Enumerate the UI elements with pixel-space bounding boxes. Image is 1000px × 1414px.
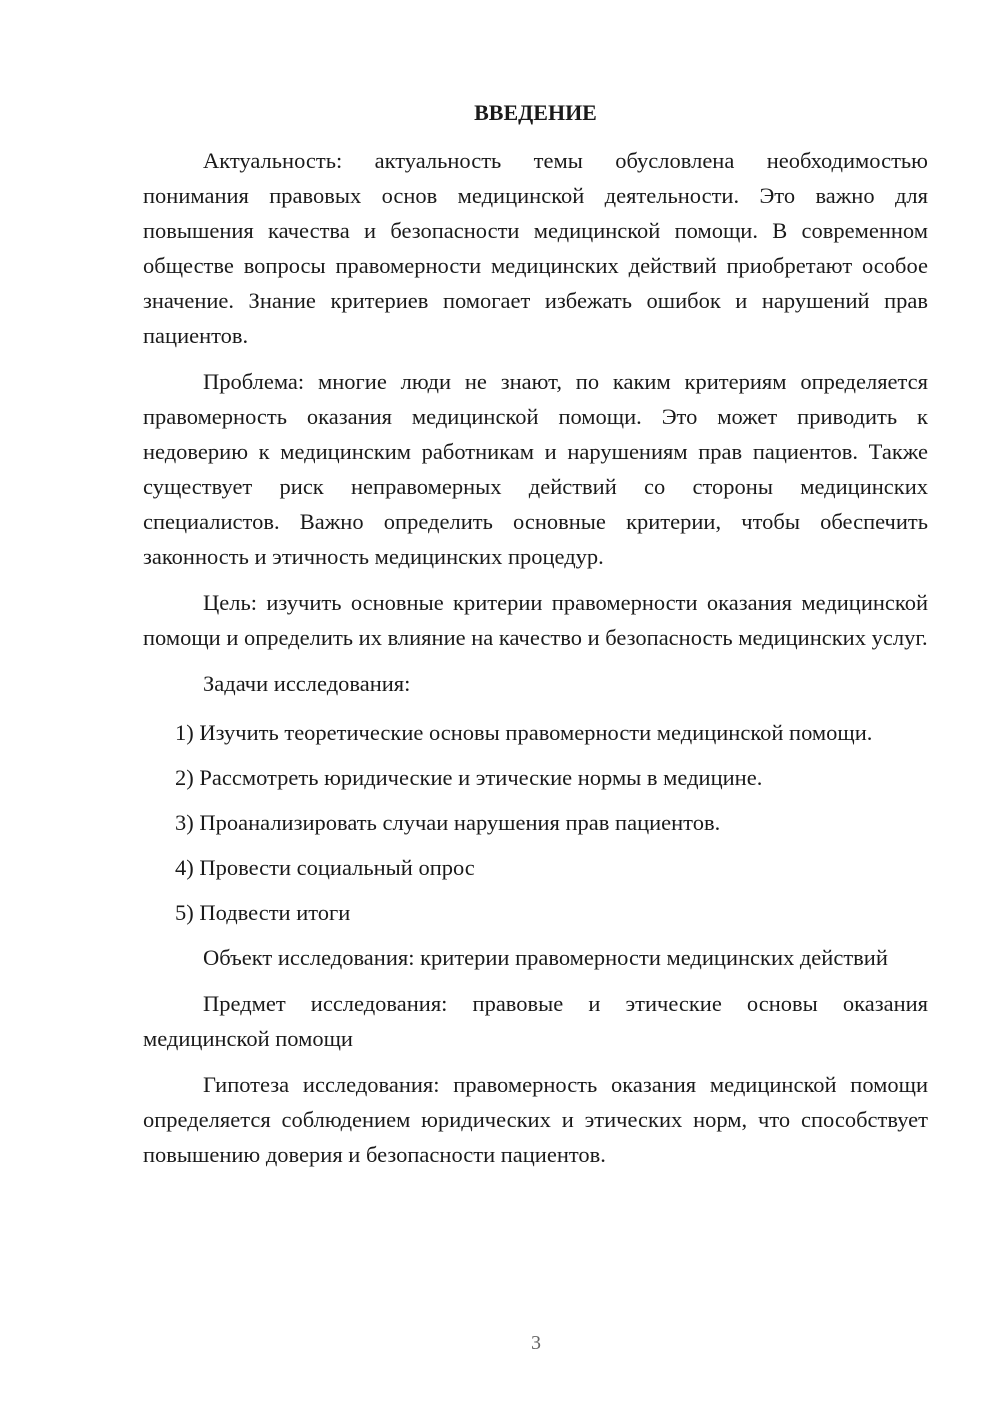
hypothesis-paragraph: Гипотеза исследования: правомерность оказания медицинской помощи определяется соблюдением юридических и этических норм, что способствует повышению доверия и безопасности пациентов. (143, 1072, 928, 1167)
task-item-1: 1) Изучить теоретические основы правомерности медицинской помощи. (175, 720, 873, 745)
page-number: 3 (531, 1332, 541, 1354)
section-title: ВВЕДЕНИЕ (474, 100, 597, 125)
task-item-5: 5) Подвести итоги (175, 900, 351, 925)
relevance-paragraph: Актуальность: актуальность темы обусловлена необходимостью понимания правовых основ медицинской деятельности. Это важно для повышения качества и безопасности медицинской помощи. В современном обществе вопросы правомерности медицинских действий приобретают особое значение. Знание критериев помогает избежать ошибок и нарушений прав пациентов. (143, 148, 928, 348)
object-paragraph: Объект исследования: критерии правомерности медицинских действий (203, 945, 888, 970)
task-item-2: 2) Рассмотреть юридические и этические нормы в медицине. (175, 765, 763, 790)
subject-paragraph: Предмет исследования: правовые и этические основы оказания медицинской помощи (143, 991, 928, 1051)
task-item-3: 3) Проанализировать случаи нарушения прав пациентов. (175, 810, 721, 835)
goal-paragraph: Цель: изучить основные критерии правомерности оказания медицинской помощи и определить их влияние на качество и безопасность медицинских услуг. (143, 590, 928, 650)
page-content (143, 95, 928, 1183)
tasks-heading: Задачи исследования: (203, 671, 411, 696)
problem-paragraph: Проблема: многие люди не знают, по каким критериям определяется правомерность оказания медицинской помощи. Это может приводить к недоверию к медицинским работникам и нарушениям прав пациентов. Также существует риск неправомерных действий со стороны медицинских специалистов. Важно определить основные критерии, чтобы обеспечить законность и этичность медицинских процедур. (143, 369, 928, 569)
task-item-4: 4) Провести социальный опрос (175, 855, 475, 880)
